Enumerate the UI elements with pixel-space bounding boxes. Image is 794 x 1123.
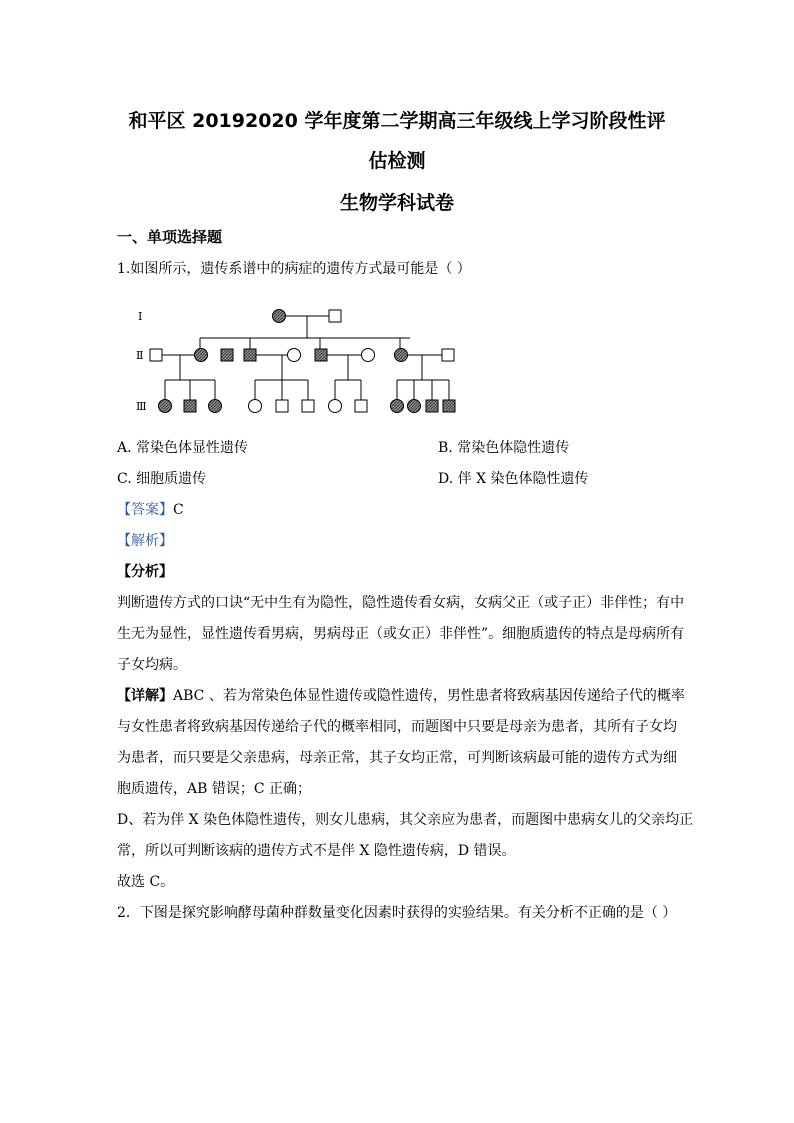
title-line-2: 估检测 [368,150,426,172]
gen3-affected-male [443,400,455,412]
detail-line-6: 常，所以可判断该病的遗传方式不是伴 X 隐性遗传病，D 错误。 [117,843,516,859]
gen2-affected-female [195,349,208,362]
gen1-affected-female [273,310,286,323]
gen3-affected-female [159,400,172,413]
gen3-normal-female [249,400,262,413]
question-1-stem: 1.如图所示，遗传系谱中的病症的遗传方式最可能是（ ） [117,261,471,277]
exam-subtitle: 生物学科试卷 [339,192,454,214]
detail-text-1: ABC 、若为常染色体显性遗传或隐性遗传，男性患者将致病基因传递给子代的概率 [173,688,685,704]
gen3-normal-male [276,400,288,412]
gen3-normal-male [355,400,367,412]
gen3-normal-male [302,400,314,412]
gen2-normal-female-spouse [288,349,301,362]
detail-line-1 [117,685,685,705]
option-c: C. 细胞质遗传 [117,471,207,487]
section-heading: 一、单项选择题 [117,228,223,246]
fenxi-tag: 【分析】 [117,564,173,580]
option-b: B. 常染色体隐性遗传 [438,440,570,456]
pedigree-chart [130,296,470,420]
generation-label-3: Ⅲ [136,400,147,413]
detail-line-2: 与女性患者将致病基因传递给子代的概率相同，而题图中只要是母亲为患者，其所有子女均 [117,719,677,735]
detail-line-3: 为患者，而只要是父亲患病，母亲正常，其子女均正常，可判断该病最可能的遗传方式为细 [117,750,677,766]
gen2-normal-male-spouse [442,349,454,361]
gen3-affected-male [426,400,438,412]
answer-value: C [173,502,184,518]
gen2-affected-female [395,349,408,362]
conclusion: 故选 C。 [117,874,175,890]
gen3-affected-female [408,400,421,413]
generation-label-2: Ⅱ [136,349,144,362]
gen2-affected-male [315,349,327,361]
detail-line-4: 胞质遗传，AB 错误；C 正确； [117,781,312,797]
gen2-normal-male-spouse [150,349,162,361]
gen2-affected-male [244,349,256,361]
gen3-normal-female [329,400,342,413]
generation-label-1: Ⅰ [138,310,143,323]
analysis-line-2: 生无为显性，显性遗传看男病，男病母正（或女正）非伴性”。细胞质遗传的特点是母病所有 [117,626,685,642]
analysis-line-1: 判断遗传方式的口诀“无中生有为隐性，隐性遗传看女病，女病父正（或子正）非伴性；有中 [117,595,685,611]
option-a: A. 常染色体显性遗传 [117,440,249,456]
title-line-1: 和平区 20192020 学年度第二学期高三年级线上学习阶段性评 [128,110,666,132]
gen3-affected-female [391,400,404,413]
answer-tag: 【答案】 [117,502,173,518]
gen2-normal-female-spouse [362,349,375,362]
gen3-affected-male [184,400,196,412]
gen1-normal-male [329,310,341,322]
detail-line-5: D、若为伴 X 染色体隐性遗传，则女儿患病，其父亲应为患者，而题图中患病女儿的父亲均正 [117,812,694,828]
analysis-line-3: 子女均病。 [117,657,187,673]
gen3-affected-female [209,400,222,413]
option-d: D. 伴 X 染色体隐性遗传 [438,471,589,487]
question-2-stem: 2．下图是探究影响酵母菌种群数量变化因素时获得的实验结果。有关分析不正确的是（ ） [117,905,677,921]
answer-line [117,499,184,519]
detail-tag: 【详解】 [117,688,173,704]
jiexi-tag: 【解析】 [117,533,173,549]
gen2-affected-male [221,349,233,361]
